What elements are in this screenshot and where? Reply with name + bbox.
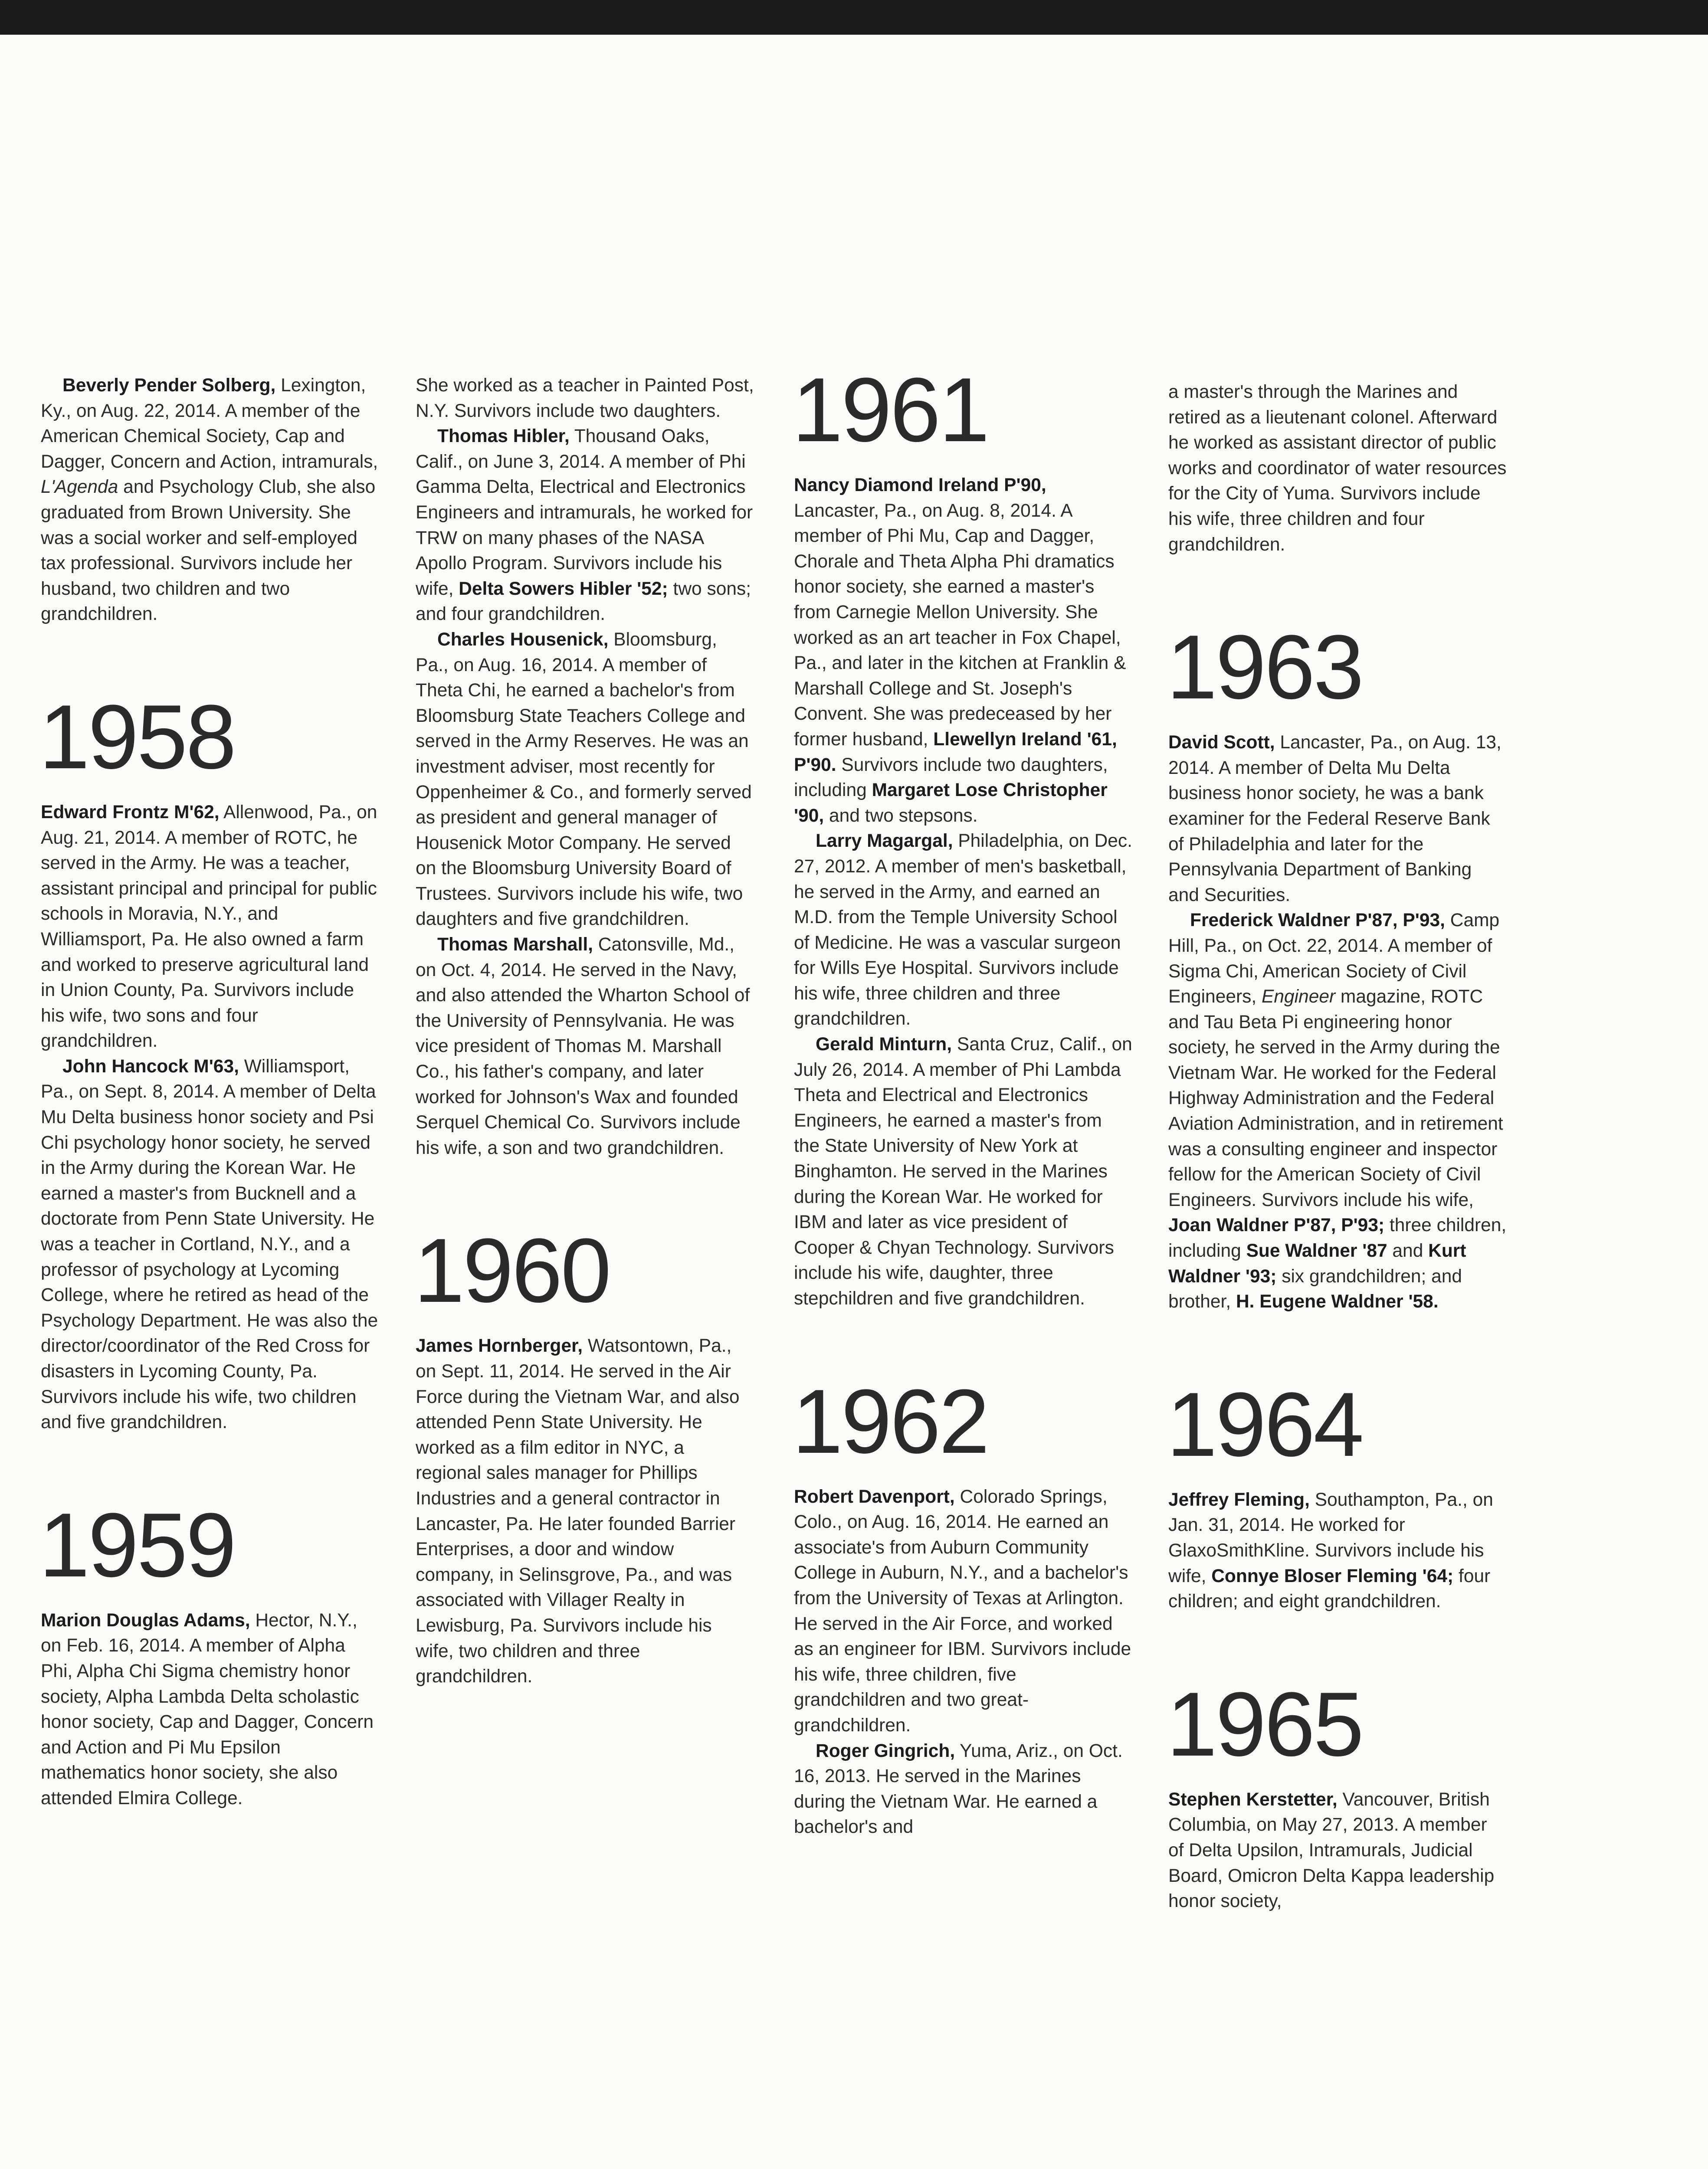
class-year-heading: 1962 — [792, 1370, 988, 1472]
obituary-name: Frederick Waldner P'87, P'93, — [1190, 910, 1445, 931]
column-3 — [792, 359, 1132, 1840]
relative-name: Joan Waldner P'87, P'93; — [1168, 1215, 1385, 1236]
obituary-name: Beverly Pender Solberg, — [62, 375, 276, 396]
obituary-name: Nancy Diamond Ireland P'90, — [794, 475, 1046, 495]
obituary-entry: Jeffrey Fleming, Southampton, Pa., on Jan. 31, 2014. He worked for GlaxoSmithKline. Survivors include his wife, Connye Bloser Fleming '64; four children; and eight grandchildren. — [1168, 1489, 1493, 1612]
obituary-entry: Marion Douglas Adams, Hector, N.Y., on Feb. 16, 2014. A member of Alpha Phi, Alpha Chi Sigma chemistry honor society, Alpha Lambda Delta scholastic honor society, Cap and Dagger, Concern and Action and Pi Mu Epsilon mathematics honor society, she also attended Elmira College. — [41, 1610, 374, 1809]
relative-name: Delta Sowers Hibler '52; — [459, 578, 668, 599]
obituary-entry: Gerald Minturn, Santa Cruz, Calif., on July 26, 2014. A member of Phi Lambda Theta and Electrical and Electronics Engineers, he earned a master's from the State University of New York at Binghamton. He served in the Marines during the Korean War. He worked for IBM and later as vice president of Cooper & Chyan Technology. Survivors include his wife, daughter, three stepchildren and five grandchildren. — [794, 1034, 1132, 1309]
obituary-name: Larry Magargal, — [816, 831, 953, 852]
obituary-name: Jeffrey Fleming, — [1168, 1489, 1310, 1510]
class-year-heading: 1960 — [414, 1219, 610, 1322]
class-year-heading: 1963 — [1167, 616, 1363, 718]
obituary-name: Robert Davenport, — [794, 1486, 955, 1507]
obituary-entry: Charles Housenick, Bloomsburg, Pa., on Aug. 16, 2014. A member of Theta Chi, he earned a bachelor's from Bloomsburg State Teachers College and served in the Army Reserves. He was an investment adviser, most recently for Oppenheimer & Co., and formerly served as president and general manager of Housenick Motor Company. He served on the Bloomsburg University Board of Trustees. Survivors include his wife, two daughters and five grandchildren. — [416, 629, 752, 930]
obituary-name: Thomas Hibler, — [437, 426, 570, 447]
obituary-continuation: She worked as a teacher in Painted Post, N.Y. Survivors include two daughters. — [416, 375, 754, 421]
relative-name: Llewellyn Ireland '61, P'90. — [794, 729, 1117, 775]
obituary-entry: Stephen Kerstetter, Vancouver, British Columbia, on May 27, 2013. A member of Delta Upsilon, Intramurals, Judicial Board, Omicron Delta Kappa leadership honor society, — [1168, 1789, 1495, 1912]
obituary-entry: John Hancock M'63, Williamsport, Pa., on Sept. 8, 2014. A member of Delta Mu Delta business honor society and Psi Chi psychology honor society, he served in the Army during the Korean War. He earned a master's from Bucknell and a doctorate from Penn State University. He was a teacher in Cortland, N.Y., and a professor of psychology at Lycoming College, where he retired as head of the Psychology Department. He was also the director/coordinator of the Red Cross for disasters in Lycoming County, Pa. Survivors include his wife, two children and five grandchildren. — [41, 1056, 378, 1433]
obituary-entry: Nancy Diamond Ireland P'90, Lancaster, Pa., on Aug. 8, 2014. A member of Phi Mu, Cap and Dagger, Chorale and Theta Alpha Phi dramatics honor society, she earned a master's from Carnegie Mellon University. She worked as an art teacher in Fox Chapel, Pa., and later in the kitchen at Franklin & Marshall College and St. Joseph's Convent. She was predeceased by her former husband, Llewellyn Ireland '61, P'90. Survivors include two daughters, including Margaret Lose Christopher '90, and two stepsons. — [794, 475, 1126, 826]
magazine-page — [0, 35, 1708, 2169]
obituary-continuation: a master's through the Marines and retired as a lieutenant colonel. Afterward he worked as assistant director of public works and coordinator of water resources for the City of Yuma. Survivors include his wife, three children and four grandchildren. — [1168, 382, 1507, 555]
obituary-entry: James Hornberger, Watsontown, Pa., on Sept. 11, 2014. He served in the Air Force during the Vietnam War, and also attended Penn State University. He worked as a film editor in NYC, a regional sales manager for Phillips Industries and a general contractor in Lancaster, Pa. He later founded Barrier Enterprises, a door and window company, in Selinsgrove, Pa., and was associated with Villager Realty in Lewisburg, Pa. Survivors include his wife, two children and three grandchildren. — [416, 1336, 740, 1687]
column-2 — [416, 373, 754, 1690]
obituary-entry: Thomas Hibler, Thousand Oaks, Calif., on June 3, 2014. A member of Phi Gamma Delta, Electrical and Electronics Engineers and intramurals, he worked for TRW on many phases of the NASA Apollo Program. Survivors include his wife, Delta Sowers Hibler '52; two sons; and four grandchildren. — [416, 426, 753, 625]
class-year-heading: 1959 — [39, 1494, 235, 1596]
relative-name: Connye Bloser Fleming '64; — [1211, 1566, 1454, 1586]
obituary-name: Edward Frontz M'62, — [41, 802, 220, 822]
obituary-name: Marion Douglas Adams, — [41, 1610, 250, 1631]
relative-name: Margaret Lose Christopher '90, — [794, 780, 1108, 826]
obituary-entry: Thomas Marshall, Catonsville, Md., on Oct. 4, 2014. He served in the Navy, and also attended the Wharton School of the University of Pennsylvania. He was vice president of Thomas M. Marshall Co., his father's company, and later worked for Johnson's Wax and founded Serquel Chemical Co. Survivors include his wife, a son and two grandchildren. — [416, 934, 750, 1158]
obituary-name: John Hancock M'63, — [62, 1056, 239, 1077]
class-year-heading: 1961 — [792, 359, 988, 461]
obituary-entry: Beverly Pender Solberg, Lexington, Ky., on Aug. 22, 2014. A member of the American Chemical Society, Cap and Dagger, Concern and Action, intramurals, L'Agenda and Psychology Club, she also graduated from Brown University. She was a social worker and self-employed tax professional. Survivors include her husband, two children and two grandchildren. — [41, 375, 378, 625]
relative-name: Sue Waldner '87 — [1246, 1241, 1387, 1261]
obituary-entry: Frederick Waldner P'87, P'93, Camp Hill, Pa., on Oct. 22, 2014. A member of Sigma Chi, American Society of Civil Engineers, Engineer magazine, ROTC and Tau Beta Pi engineering honor society, he served in the Army during the Vietnam War. He worked for the Federal Highway Administration and the Federal Aviation Administration, and in retirement was a consulting engineer and inspector fellow for the American Society of Civil Engineers. Survivors include his wife, Joan Waldner P'87, P'93; three children, including Sue Waldner '87 and Kurt Waldner '93; six grandchildren; and brother, H. Eugene Waldner '58. — [1168, 910, 1507, 1312]
obituary-entry: David Scott, Lancaster, Pa., on Aug. 13, 2014. A member of Delta Mu Delta business honor society, he was a bank examiner for the Federal Reserve Bank of Philadelphia and later for the Pennsylvania Department of Banking and Securities. — [1168, 732, 1501, 905]
obituary-name: Gerald Minturn, — [816, 1034, 952, 1055]
obituary-name: James Hornberger, — [416, 1336, 583, 1356]
class-year-heading: 1965 — [1167, 1673, 1363, 1775]
obituary-entry: Roger Gingrich, Yuma, Ariz., on Oct. 16, 2013. He served in the Marines during the Vietnam War. He earned a bachelor's and — [794, 1740, 1123, 1838]
obituary-name: Charles Housenick, — [437, 629, 609, 650]
obituary-entry: Edward Frontz M'62, Allenwood, Pa., on Aug. 21, 2014. A member of ROTC, he served in the Army. He was a teacher, assistant principal and principal for public schools in Moravia, N.Y., and Williamsport, Pa. He also owned a farm and worked to preserve agricultural land in Union County, Pa. Survivors include his wife, two sons and four grandchildren. — [41, 802, 377, 1052]
relative-name: H. Eugene Waldner '58. — [1236, 1291, 1439, 1312]
obituary-name: David Scott, — [1168, 732, 1275, 753]
obituary-name: Thomas Marshall, — [437, 934, 593, 955]
column-4 — [1168, 380, 1507, 1914]
obituary-name: Stephen Kerstetter, — [1168, 1789, 1338, 1810]
relative-name: Kurt Waldner '93; — [1168, 1241, 1466, 1287]
obituary-entry: Robert Davenport, Colorado Springs, Colo., on Aug. 16, 2014. He earned an associate's from Auburn Community College in Auburn, N.Y., and a bachelor's from the University of Texas at Arlington. He served in the Air Force, and worked as an engineer for IBM. Survivors include his wife, three children, five grandchildren and two great-grandchildren. — [794, 1486, 1131, 1736]
class-year-heading: 1958 — [39, 685, 235, 788]
obituary-entry: Larry Magargal, Philadelphia, on Dec. 27, 2012. A member of men's basketball, he served in the Army, and earned an M.D. from the Temple University School of Medicine. He was a vascular surgeon for Wills Eye Hospital. Survivors include his wife, three children and three grandchildren. — [794, 831, 1132, 1029]
class-year-heading: 1964 — [1167, 1373, 1363, 1475]
obituary-name: Roger Gingrich, — [816, 1740, 955, 1761]
column-1 — [41, 373, 379, 1812]
